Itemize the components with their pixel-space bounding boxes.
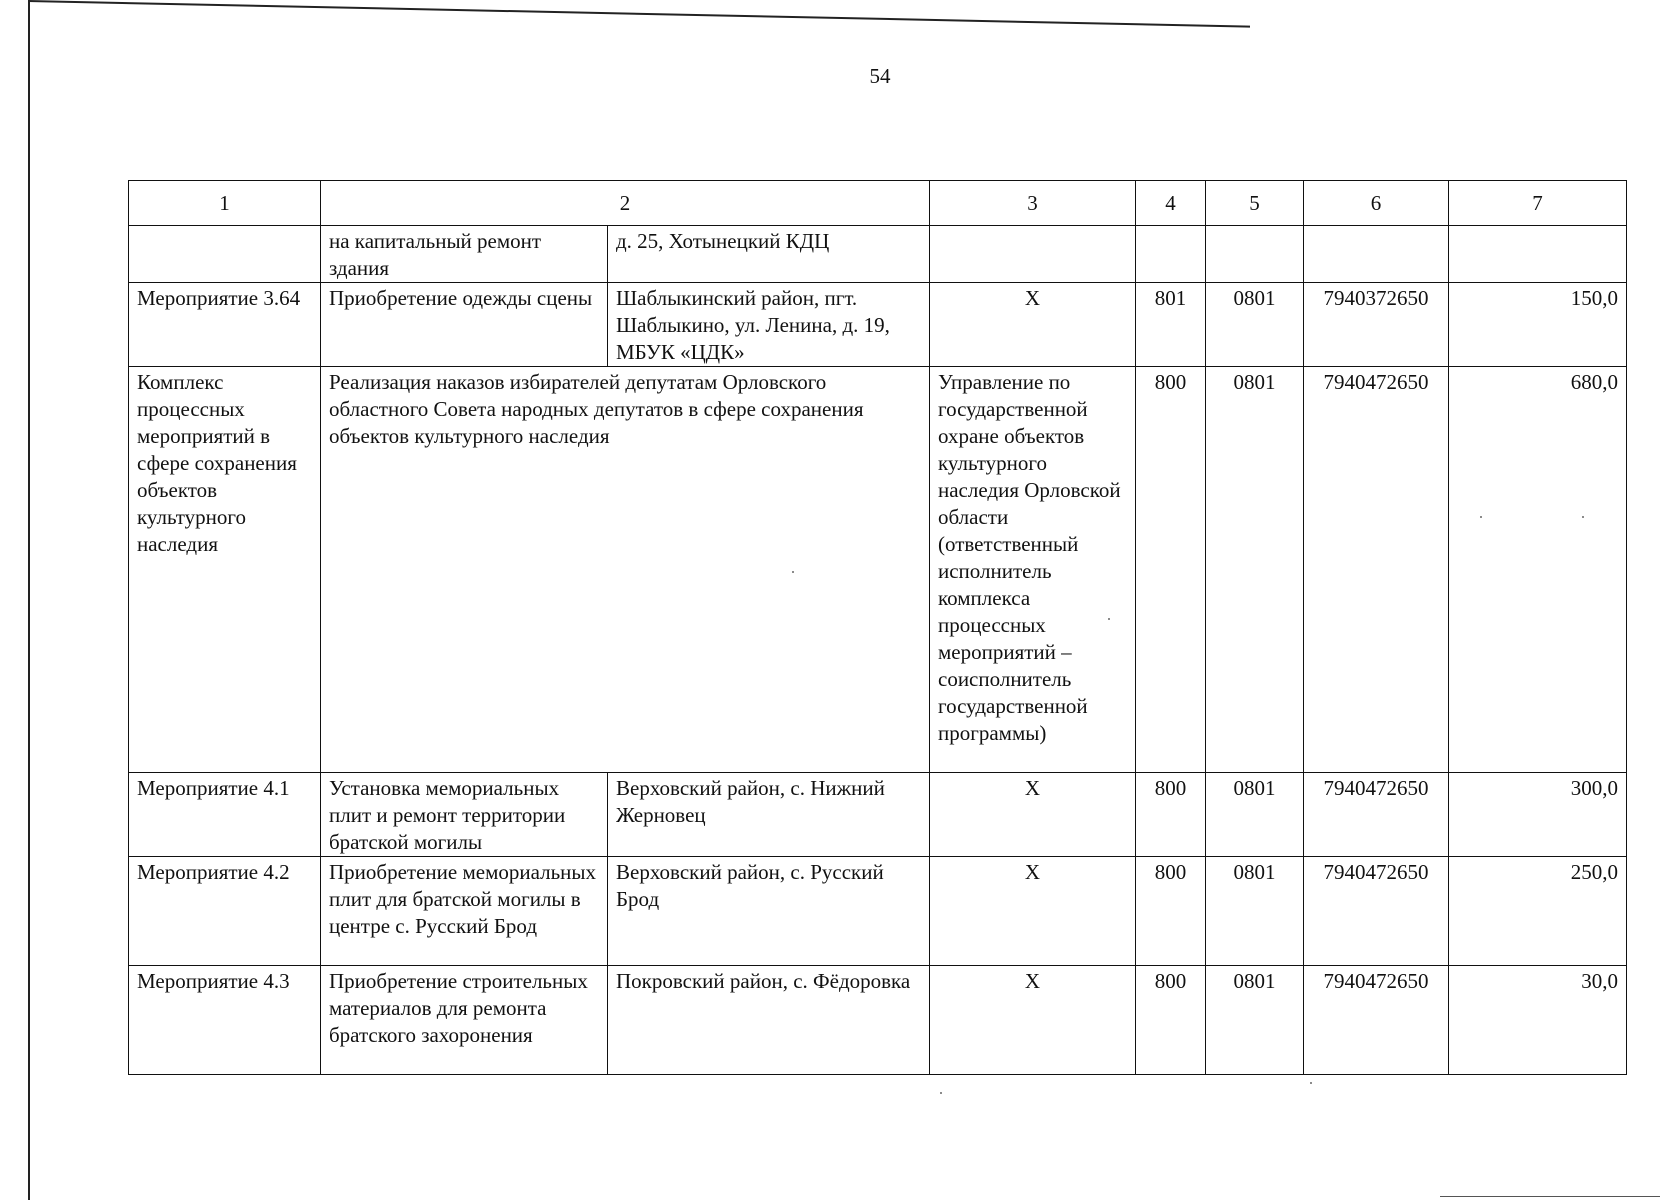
cell-col6: 7940472650 xyxy=(1304,857,1449,966)
cell-location: Верховский район, с. Нижний Жерновец xyxy=(608,773,930,857)
table-row xyxy=(129,367,1627,773)
cell-amount: 300,0 xyxy=(1449,773,1627,857)
cell-description: на капитальный ремонт здания xyxy=(321,226,608,283)
header-cell: 5 xyxy=(1206,181,1304,226)
cell-activity: Мероприятие 4.3 xyxy=(129,966,321,1075)
cell-col5 xyxy=(1206,226,1304,283)
cell-executor: Управление по государственной охране объектов культурного наследия Орловской области (ответственный исполнитель комплекса процессных мероприятий – соисполнитель государственной программы) xyxy=(930,367,1136,773)
cell-col6: 7940472650 xyxy=(1304,367,1449,773)
scan-speck xyxy=(792,571,794,573)
page-number: 54 xyxy=(869,64,891,88)
cell-col5: 0801 xyxy=(1206,367,1304,773)
cell-description: Реализация наказов избирателей депутатам Орловского областного Совета народных депутатов в сфере сохранения объектов культурного наследия xyxy=(321,367,930,773)
cell-amount: 680,0 xyxy=(1449,367,1627,773)
cell-col6: 7940372650 xyxy=(1304,283,1449,367)
cell-executor: Х xyxy=(930,857,1136,966)
cell-col6 xyxy=(1304,226,1449,283)
cell-col4: 800 xyxy=(1136,773,1206,857)
budget-table xyxy=(128,180,1627,1075)
cell-description: Приобретение строительных материалов для ремонта братского захоронения xyxy=(321,966,608,1075)
cell-col5: 0801 xyxy=(1206,857,1304,966)
cell-activity: Мероприятие 4.1 xyxy=(129,773,321,857)
cell-col5: 0801 xyxy=(1206,283,1304,367)
cell-amount: 150,0 xyxy=(1449,283,1627,367)
cell-col4 xyxy=(1136,226,1206,283)
scan-speck xyxy=(1480,516,1482,518)
cell-col5: 0801 xyxy=(1206,966,1304,1075)
cell-activity: Мероприятие 3.64 xyxy=(129,283,321,367)
header-cell: 4 xyxy=(1136,181,1206,226)
header-cell: 7 xyxy=(1449,181,1627,226)
table-row xyxy=(129,226,1627,283)
table-row xyxy=(129,283,1627,367)
cell-executor: Х xyxy=(930,773,1136,857)
cell-description: Приобретение одежды сцены xyxy=(321,283,608,367)
cell-amount: 30,0 xyxy=(1449,966,1627,1075)
cell-activity xyxy=(129,226,321,283)
cell-location: д. 25, Хотынецкий КДЦ xyxy=(608,226,930,283)
table-row xyxy=(129,966,1627,1075)
cell-activity: Комплекс процессных мероприятий в сфере сохранения объектов культурного наследия xyxy=(129,367,321,773)
cell-location: Верховский район, с. Русский Брод xyxy=(608,857,930,966)
cell-executor xyxy=(930,226,1136,283)
table-row xyxy=(129,857,1627,966)
cell-col6: 7940472650 xyxy=(1304,966,1449,1075)
cell-amount xyxy=(1449,226,1627,283)
table-row xyxy=(129,773,1627,857)
header-cell: 3 xyxy=(930,181,1136,226)
cell-col6: 7940472650 xyxy=(1304,773,1449,857)
cell-description: Установка мемориальных плит и ремонт территории братской могилы xyxy=(321,773,608,857)
header-cell: 2 xyxy=(321,181,930,226)
table-header-row xyxy=(129,181,1627,226)
scan-edge-top xyxy=(28,0,1250,62)
scan-speck xyxy=(940,1092,942,1094)
header-cell: 1 xyxy=(129,181,321,226)
cell-activity: Мероприятие 4.2 xyxy=(129,857,321,966)
cell-location: Покровский район, с. Фёдоровка xyxy=(608,966,930,1075)
scan-speck xyxy=(1108,618,1110,620)
scan-speck xyxy=(1310,1082,1312,1084)
cell-col5: 0801 xyxy=(1206,773,1304,857)
cell-col4: 800 xyxy=(1136,857,1206,966)
cell-col4: 800 xyxy=(1136,367,1206,773)
cell-executor: Х xyxy=(930,966,1136,1075)
scan-edge-left xyxy=(28,0,30,1200)
scan-speck xyxy=(1582,516,1584,518)
cell-col4: 801 xyxy=(1136,283,1206,367)
cell-location: Шаблыкинский район, пгт. Шаблыкино, ул. Ленина, д. 19, МБУК «ЦДК» xyxy=(608,283,930,367)
cell-description: Приобретение мемориальных плит для братской могилы в центре с. Русский Брод xyxy=(321,857,608,966)
cell-amount: 250,0 xyxy=(1449,857,1627,966)
scan-edge-bottom xyxy=(1440,1196,1660,1197)
header-cell: 6 xyxy=(1304,181,1449,226)
cell-executor: Х xyxy=(930,283,1136,367)
cell-col4: 800 xyxy=(1136,966,1206,1075)
